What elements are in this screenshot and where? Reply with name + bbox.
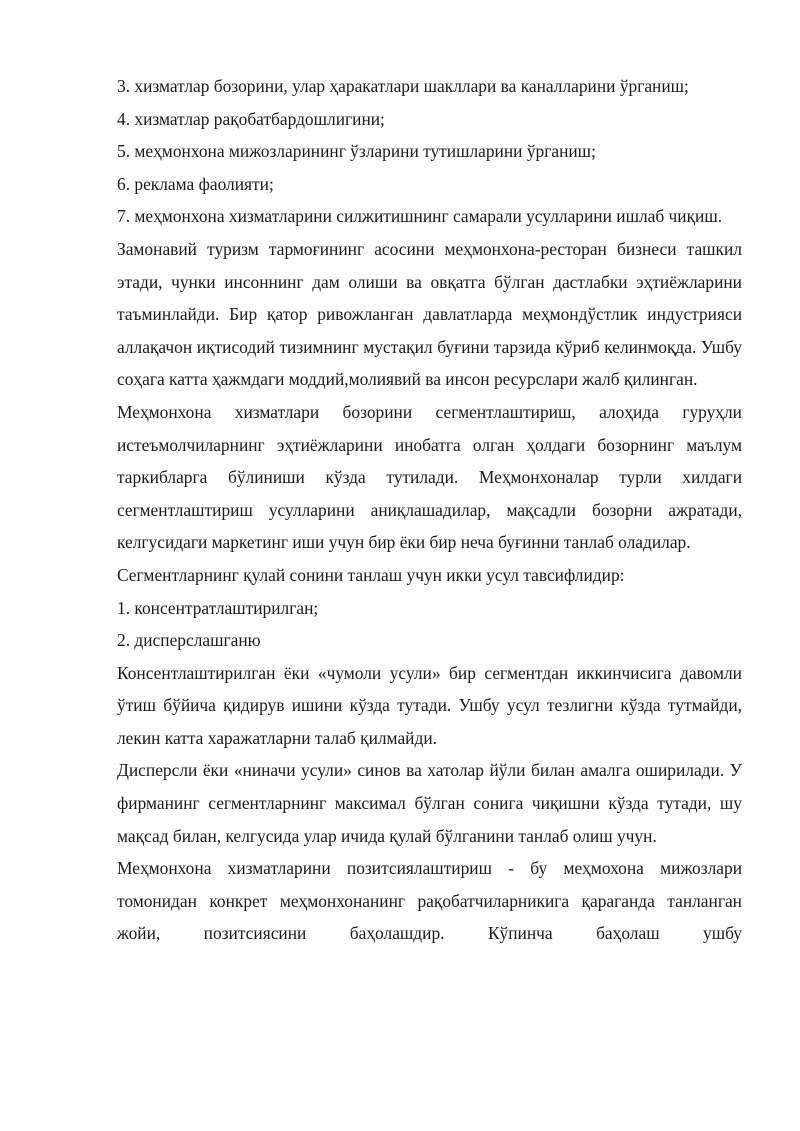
method-item-1: 1. консентратлаштирилган; [117,597,319,618]
document-page [117,70,742,950]
paragraph-positioning: Меҳмонхона хизматларини позитсиялаштириш - бу меҳмохона мижозлари томонидан конкрет меҳмонхонанинг рақобатчиларникига қараганда танланган жойи, позитсиясини баҳолашдир. Кўпинча баҳолаш ушбу [117,858,742,944]
list-item-5: 5. меҳмонхона мижозларининг ўзларини тутишларини ўрганиш; [117,141,596,162]
paragraph-ant-method: Консентлаштирилган ёки «чумоли усули» бир сегментдан иккинчисига давомли ўтиш бўйича қидирув ишини кўзда тутади. Ушбу усул тезлигни кўзда тутмайди, лекин катта харажатларни талаб қилмайди. [117,662,742,748]
list-item-3: 3. хизматлар бозорини, улар ҳаракатлари шакллари ва каналларини ўрганиш; [117,76,689,96]
paragraph-tourism: Замонавий туризм тармоғининг асосини меҳмонхона-ресторан бизнеси ташкил этади, чунки инсоннинг дам олиши ва овқатга бўлган дастлабки эҳтиёжларини таъминлайди. Бир қатор ривожланган давлатларда меҳмондўстлик индустрияси аллақачон иқтисодий тизимнинг мустақил буғини тарзида кўриб келинмоқда. Ушбу соҳага катта ҳажмдаги моддий,молиявий ва инсон ресурслари жалб қилинган. [117,238,742,390]
paragraph-segmentation: Меҳмонхона хизматлари бозорини сегментлаштириш, алоҳида гуруҳли истеъмолчиларнинг эҳтиёжларини инобатга олган ҳолдаги бозорнинг маълум таркибларга бўлиниши кўзда тутилади. Меҳмонхоналар турли хилдаги сегментлаштириш усулларини аниқлашадилар, мақсадли бозорни ажратади, келгусидаги маркетинг иши учун бир ёки бир неча буғинни танлаб оладилар. [117,401,742,553]
list-item-6: 6. реклама фаолияти; [117,173,274,194]
method-item-2: 2. дисперслашганю [117,630,261,651]
paragraph-dragonfly-method: Дисперсли ёки «ниначи усули» синов ва хатолар йўли билан амалга оширилади. У фирманинг сегментларнинг максимал бўлган сонига чиқишни кўзда тутади, шу мақсад билан, келгусида улар ичида қулай бўлганини танлаб олиш учун. [117,760,742,846]
list-item-7: 7. меҳмонхона хизматларини силжитишнинг самарали усулларини ишлаб чиқиш. [117,206,723,227]
paragraph-methods-intro: Сегментларнинг қулай сонини танлаш учун икки усул тавсифлидир: [117,564,625,585]
list-item-4: 4. хизматлар рақобатбардошлигини; [117,108,385,129]
